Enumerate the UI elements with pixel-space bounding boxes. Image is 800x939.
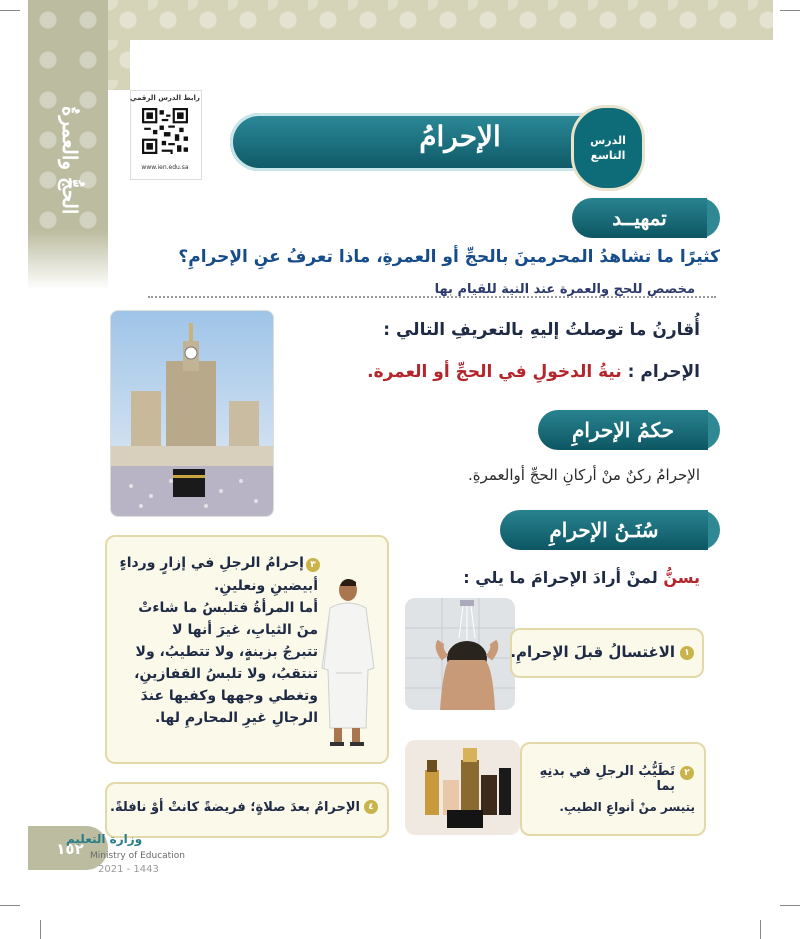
item-number-badge: ٤	[364, 800, 378, 814]
kaaba-clock-tower-photo	[110, 310, 274, 517]
sunnah-3-line8: الرجالِ غيرِ المحارمِ لها.	[154, 710, 318, 726]
sunnah-3-line1: إحرامُ الرجلِ في إزارٍ ورداءٍ	[119, 555, 304, 571]
ministry-name-en: Ministry of Education	[90, 851, 185, 861]
qr-label: رابط الدرس الرقمي	[130, 94, 200, 102]
answer-line	[148, 296, 716, 298]
sunan-intro-rest: لمنْ أرادَ الإحرامَ ما يلي :	[463, 568, 664, 587]
badge-line-1: الدرس	[590, 134, 626, 147]
sunnah-2-line1: تَطَيُّبُ الرجلِ في بدنِهِ بما	[539, 764, 675, 794]
sunnah-3-line6: تنتقبُ، ولا تلبسُ القفازينِ،	[134, 666, 318, 682]
edition-year: 2021 - 1443	[98, 864, 159, 875]
crop-mark	[0, 905, 20, 906]
crop-mark	[780, 905, 800, 906]
definition-text: نيةُ الدخولِ في الحجِّ أو العمرة.	[367, 362, 622, 382]
crop-mark	[40, 920, 41, 939]
sunan-intro-keyword: يسنُّ	[663, 568, 700, 587]
definition-label: الإحرام :	[621, 362, 700, 382]
sunnah-3-line3: أما المرأةُ فتلبسُ ما شاءتْ	[138, 600, 318, 616]
section-header-sunan: سُنَـنُ الإحرامِ	[500, 510, 708, 550]
item-number-badge: ١	[680, 646, 694, 660]
lesson-title: الإحرامُ	[419, 120, 501, 153]
item-number-badge: ٢	[680, 766, 694, 780]
qr-url[interactable]: www.ien.edu.sa	[141, 164, 189, 171]
side-band-fade	[28, 230, 108, 290]
intro-question: كثيرًا ما تشاهدُ المحرمينَ بالحجِّ أو العمرةِ، ماذا تعرفُ عنِ الإحرامِ؟	[178, 247, 720, 267]
sunnah-3-line7: وتغطي وجهها وكفيها عندَ	[140, 688, 318, 704]
qr-code-icon[interactable]	[142, 108, 188, 154]
ruling-text: الإحرامُ ركنٌ منْ أركانِ الحجِّ أوالعمرةِ.	[467, 466, 700, 484]
definition	[300, 362, 700, 382]
ihram-man-figure	[312, 578, 382, 753]
student-answer: مخصص للحج والعمرة عند النية للقيام بها	[434, 282, 695, 297]
perfume-photo	[405, 740, 520, 835]
crop-mark	[780, 10, 800, 11]
item-number-badge: ٣	[306, 558, 320, 572]
sunnah-2-line2: يتيسر منْ أنواعِ الطيبِ.	[559, 800, 695, 814]
sunnah-3-line4: منَ الثيابِ، غيرَ أنها لا	[172, 622, 318, 638]
lesson-number-badge	[571, 105, 645, 191]
section-header-intro: تمهيــد	[572, 198, 707, 238]
crop-mark	[760, 920, 761, 939]
sunnah-3-line2: أبيضينِ ونعلينِ.	[214, 578, 318, 594]
sunnah-3-line5: تتبرجُ بزينةٍ، ولا تتطيبُ، ولا	[135, 644, 318, 660]
compare-instruction: أُقارنُ ما توصلتُ إليهِ بالتعريفِ التالي :	[383, 320, 700, 340]
badge-line-2: التاسع	[590, 149, 626, 162]
sunnah-4-text: الإحرامُ بعدَ صلاةٍ؛ فريضةً كانتْ أوْ نافلةً.	[110, 800, 360, 815]
content-area	[130, 40, 780, 110]
crop-mark	[0, 10, 20, 11]
ministry-name-ar: وزارة التعليم	[66, 832, 143, 846]
shower-photo	[405, 598, 515, 710]
sunnah-1-text: الاغتسالُ قبلَ الإحرامِ.	[510, 643, 675, 661]
section-header-ruling: حكمُ الإحرامِ	[538, 410, 708, 450]
page-number: ١٥٢	[56, 840, 84, 858]
unit-title: الحجُّ والعمرةُ	[58, 105, 82, 215]
